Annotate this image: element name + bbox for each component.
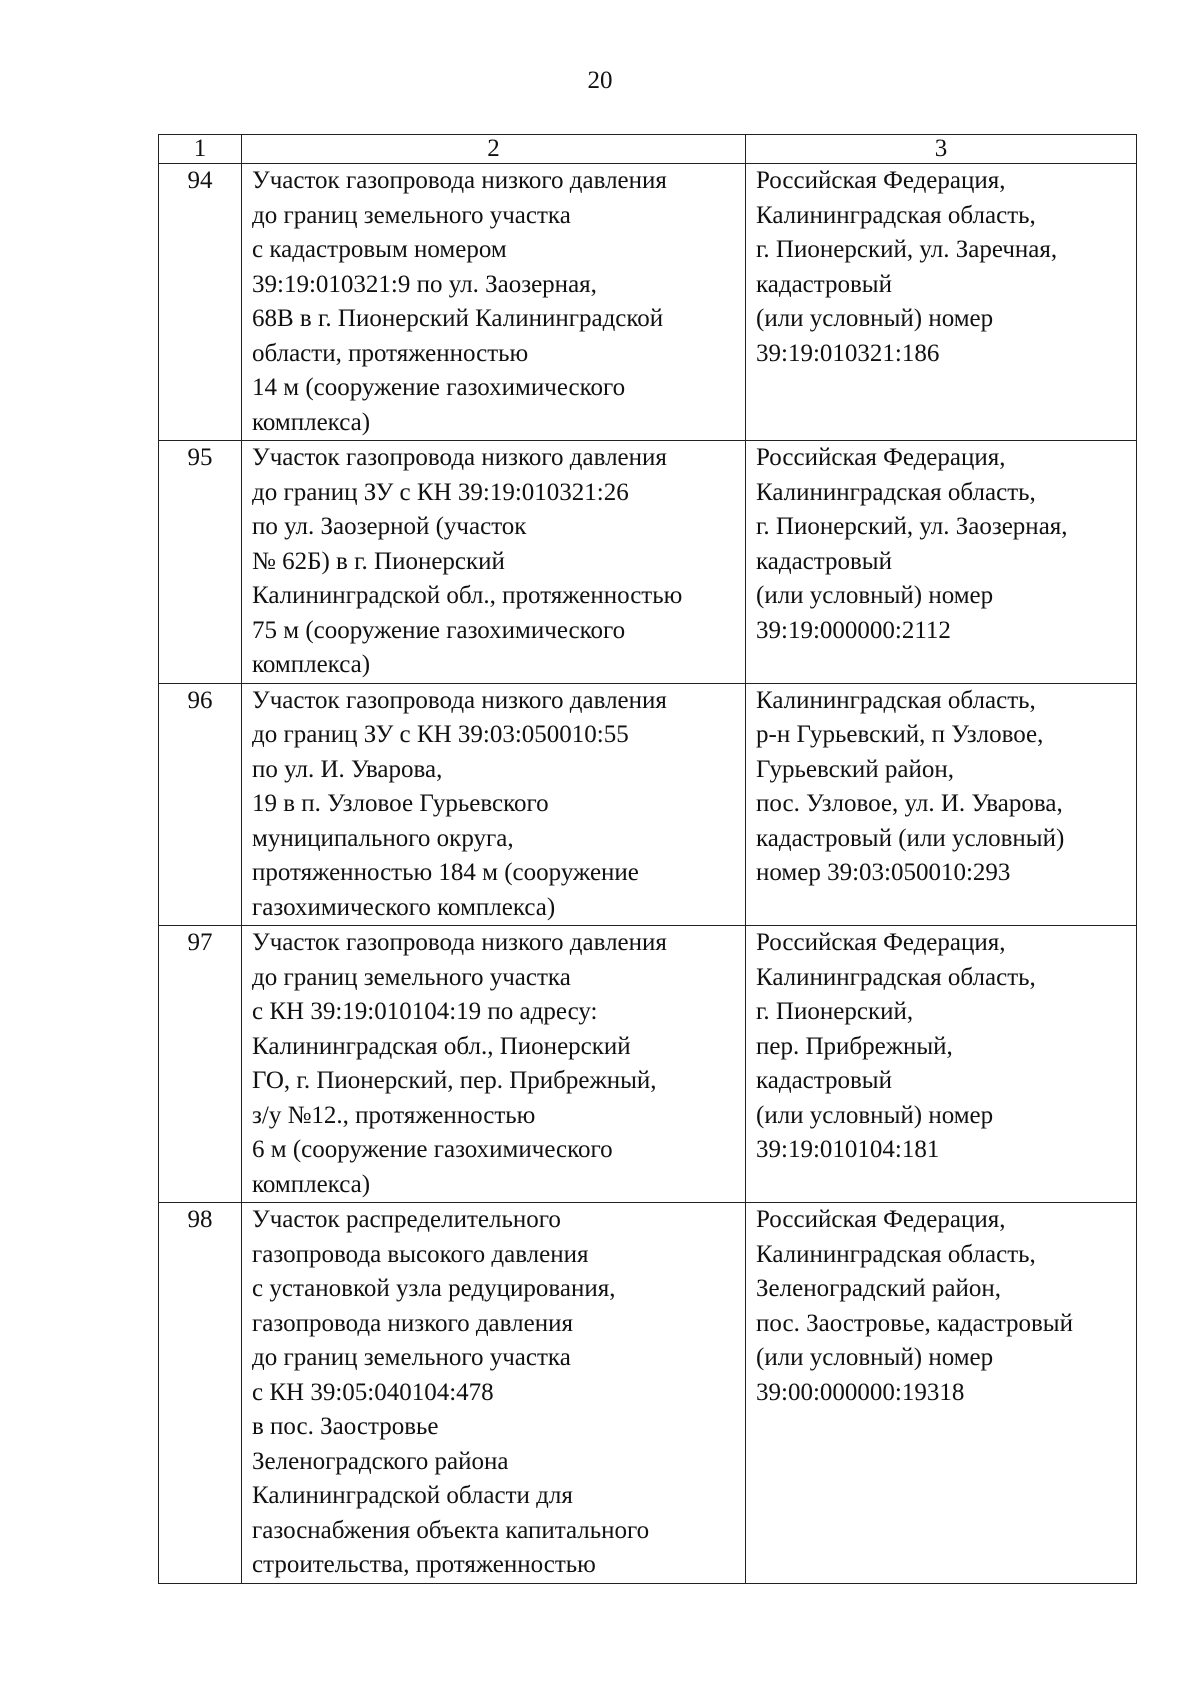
description-line: по ул. Заозерной (участок [252, 513, 527, 540]
description-line: с установкой узла редуцирования, [252, 1275, 616, 1302]
description-line: до границ земельного участка [252, 1344, 571, 1371]
description-line: 39:19:010321:9 по ул. Заозерная, [252, 270, 597, 298]
location-line: Калининградская область, [756, 963, 1036, 991]
description-line: Калининградской обл., протяженностью [252, 582, 683, 609]
location-line: кадастровый (или условный) [756, 824, 1065, 852]
description-line: з/у №12., протяженностью [252, 1101, 536, 1129]
object-description [242, 441, 746, 684]
location-line: Гурьевский район, [756, 755, 955, 783]
column-header-number: 1 [159, 135, 242, 164]
page-number: 20 [587, 67, 613, 94]
object-location [746, 926, 1137, 1203]
location-line: 39:19:000000:2112 [756, 616, 951, 644]
description-line: Калининградской области для [252, 1482, 573, 1509]
location-line: Калининградская область, [756, 201, 1036, 229]
table-header-row [159, 135, 1137, 164]
object-description [242, 1203, 746, 1584]
table-row [159, 683, 1137, 926]
description-line: газопровода низкого давления [252, 1309, 573, 1337]
description-line: 68В в г. Пионерский Калининградской [252, 305, 664, 332]
location-line: пер. Прибрежный, [756, 1032, 953, 1060]
row-number: 95 [159, 441, 242, 684]
object-description [242, 683, 746, 926]
location-line: г. Пионерский, [756, 998, 914, 1025]
location-line: Российская Федерация, [756, 444, 1006, 471]
description-line: № 62Б) в г. Пионерский [252, 547, 505, 575]
location-line: (или условный) номер [756, 1344, 994, 1371]
description-line: Участок газопровода низкого давления [252, 444, 667, 471]
location-line: Российская Федерация, [756, 167, 1006, 194]
location-line: 39:00:000000:19318 [756, 1378, 965, 1406]
description-line: в пос. Заостровье [252, 1413, 439, 1440]
description-line: до границ земельного участка [252, 201, 571, 229]
description-line: 6 м (сооружение газохимического [252, 1136, 613, 1163]
registry-table [158, 134, 1137, 1584]
description-line: Участок газопровода низкого давления [252, 686, 667, 714]
description-line: протяженностью 184 м (сооружение [252, 859, 639, 886]
row-number: 97 [159, 926, 242, 1203]
row-number: 98 [159, 1203, 242, 1584]
location-line: Калининградская область, [756, 686, 1036, 714]
object-location [746, 683, 1137, 926]
description-line: комплекса) [252, 1170, 371, 1198]
description-line: 75 м (сооружение газохимического [252, 616, 626, 644]
row-number: 94 [159, 164, 242, 441]
location-line: кадастровый [756, 270, 892, 298]
table-row [159, 1203, 1137, 1584]
description-line: 19 в п. Узловое Гурьевского [252, 790, 549, 817]
description-line: Участок газопровода низкого давления [252, 929, 667, 956]
location-line: кадастровый [756, 547, 892, 575]
location-line: пос. Узловое, ул. И. Уварова, [756, 790, 1063, 817]
location-line: Калининградская область, [756, 478, 1036, 506]
description-line: Калининградская обл., Пионерский [252, 1032, 631, 1060]
location-line: р-н Гурьевский, п Узловое, [756, 721, 1044, 748]
row-number: 96 [159, 683, 242, 926]
location-line: Зеленоградский район, [756, 1275, 1001, 1302]
description-line: муниципального округа, [252, 824, 514, 852]
object-description [242, 164, 746, 441]
object-description [242, 926, 746, 1203]
table-row [159, 164, 1137, 441]
table-body [159, 164, 1137, 1584]
location-line: г. Пионерский, ул. Заозерная, [756, 513, 1068, 540]
table-row [159, 441, 1137, 684]
description-line: 14 м (сооружение газохимического [252, 374, 626, 401]
location-line: Калининградская область, [756, 1240, 1036, 1268]
description-line: газоснабжения объекта капитального [252, 1516, 650, 1544]
description-line: с кадастровым номером [252, 236, 507, 263]
column-header-location: 3 [746, 135, 1137, 164]
description-line: до границ ЗУ с КН 39:03:050010:55 [252, 721, 629, 748]
location-line: кадастровый [756, 1067, 892, 1094]
description-line: Участок распределительного [252, 1206, 561, 1233]
location-line: (или условный) номер [756, 582, 994, 609]
description-line: Участок газопровода низкого давления [252, 167, 667, 194]
description-line: с КН 39:19:010104:19 по адресу: [252, 998, 598, 1025]
description-line: до границ ЗУ с КН 39:19:010321:26 [252, 478, 629, 506]
location-line: 39:19:010321:186 [756, 339, 940, 367]
description-line: области, протяженностью [252, 339, 529, 367]
description-line: по ул. И. Уварова, [252, 755, 443, 783]
location-line: (или условный) номер [756, 1101, 994, 1129]
location-line: (или условный) номер [756, 305, 994, 332]
location-line: Российская Федерация, [756, 929, 1006, 956]
location-line: 39:19:010104:181 [756, 1136, 940, 1163]
location-line: Российская Федерация, [756, 1206, 1006, 1233]
description-line: комплекса) [252, 408, 371, 436]
location-line: г. Пионерский, ул. Заречная, [756, 236, 1058, 263]
description-line: Зеленоградского района [252, 1447, 509, 1475]
description-line: до границ земельного участка [252, 963, 571, 991]
object-location [746, 164, 1137, 441]
object-location [746, 1203, 1137, 1584]
location-line: пос. Заостровье, кадастровый [756, 1309, 1073, 1337]
description-line: газопровода высокого давления [252, 1240, 589, 1268]
column-header-description: 2 [242, 135, 746, 164]
description-line: газохимического комплекса) [252, 893, 556, 921]
location-line: номер 39:03:050010:293 [756, 859, 1011, 886]
table-row [159, 926, 1137, 1203]
object-location [746, 441, 1137, 684]
description-line: ГО, г. Пионерский, пер. Прибрежный, [252, 1067, 657, 1094]
description-line: комплекса) [252, 651, 371, 678]
description-line: строительства, протяженностью [252, 1551, 596, 1578]
description-line: с КН 39:05:040104:478 [252, 1378, 494, 1406]
